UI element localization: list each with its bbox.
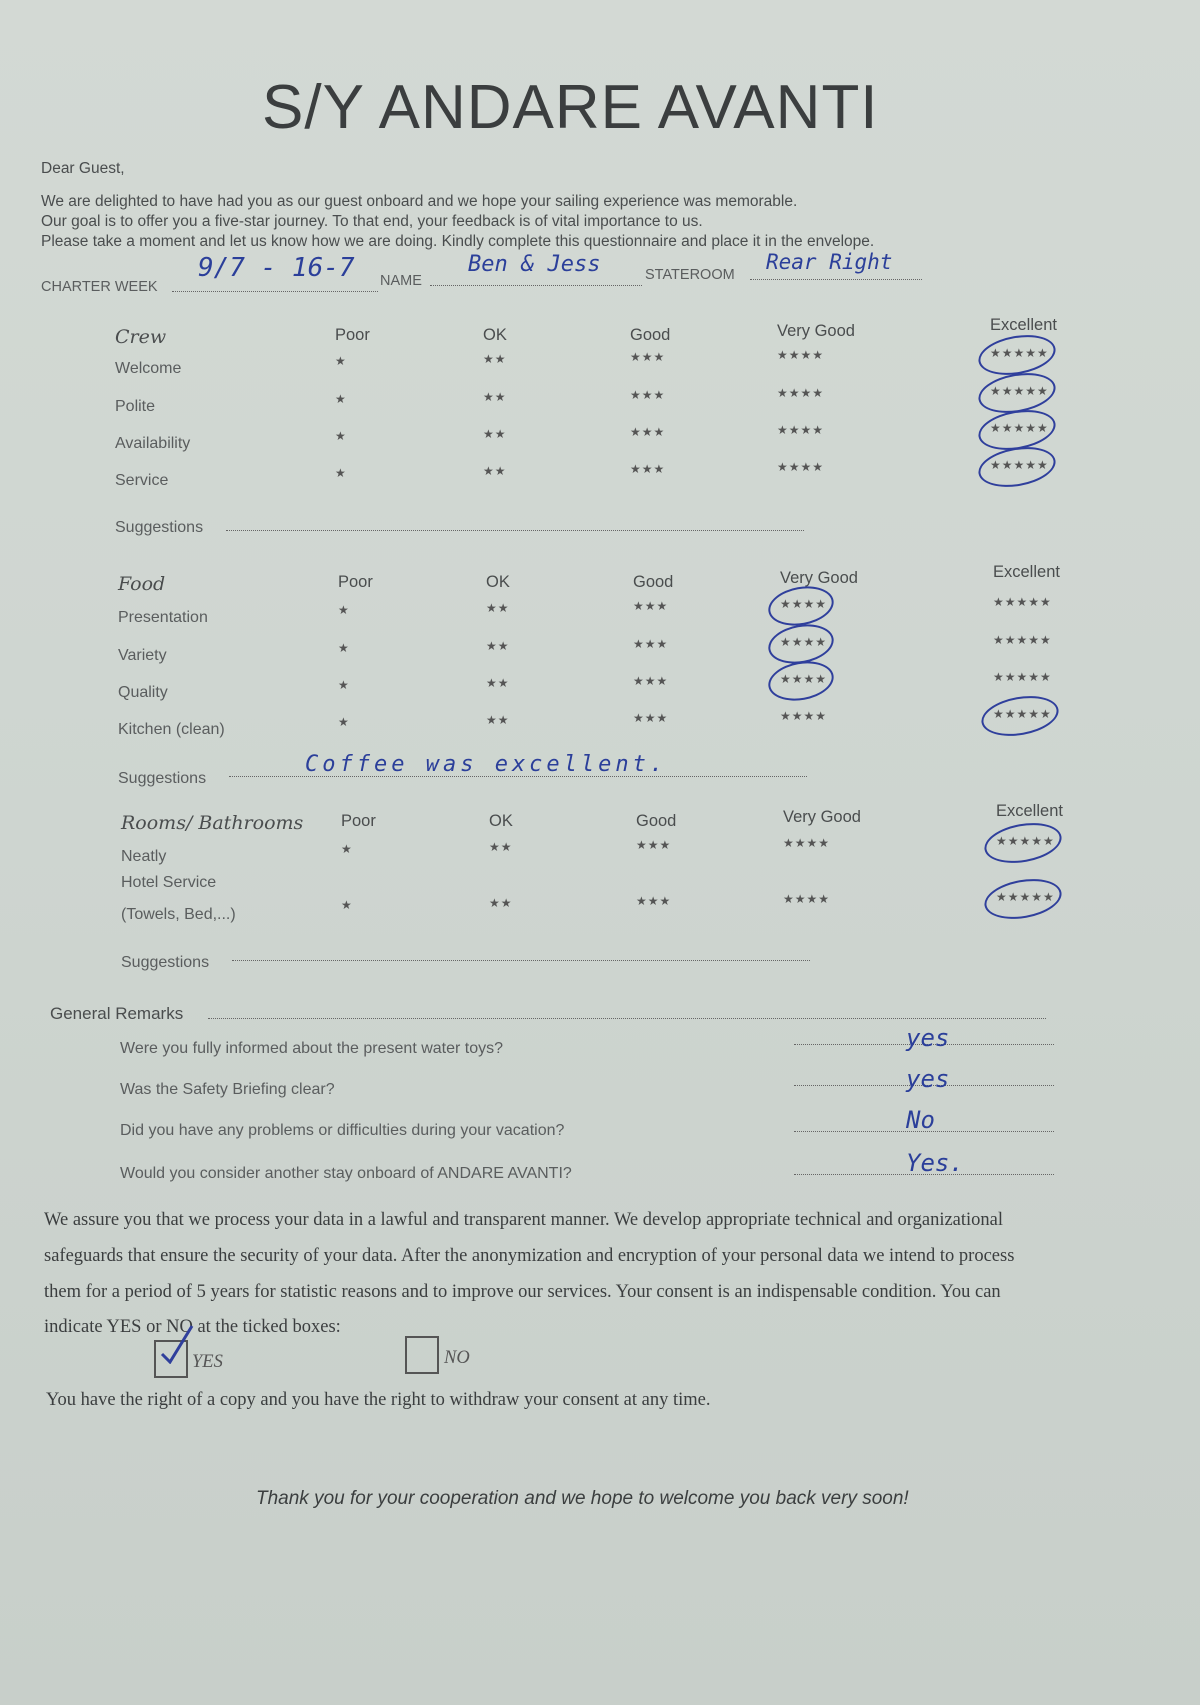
rating-option-1-star[interactable]: ★ bbox=[341, 898, 353, 912]
rating-column-header: Very Good bbox=[780, 569, 858, 587]
rating-column-header: Very Good bbox=[777, 322, 855, 340]
privacy-line-2: safeguards that ensure the security of your data. After the anonymization and encryption of your personal data we intend to process bbox=[44, 1246, 1015, 1266]
suggestions-label: Suggestions bbox=[115, 519, 204, 536]
rating-option-5-star[interactable]: ★★★★★ bbox=[993, 595, 1052, 609]
consent-no-checkbox[interactable] bbox=[405, 1336, 439, 1374]
rating-option-1-star[interactable]: ★ bbox=[335, 354, 347, 368]
remark-question: Was the Safety Briefing clear? bbox=[120, 1081, 335, 1098]
stateroom-value[interactable]: Rear Right bbox=[766, 250, 893, 274]
rating-column-header: Good bbox=[636, 812, 677, 830]
rating-column-header: Excellent bbox=[990, 316, 1057, 334]
page-title: S/Y ANDARE AVANTI bbox=[262, 73, 879, 142]
rating-option-4-star[interactable]: ★★★★ bbox=[780, 635, 828, 649]
remark-answer[interactable]: yes bbox=[906, 1065, 950, 1093]
charter-week-value[interactable]: 9/7 - 16-7 bbox=[198, 253, 355, 283]
name-line bbox=[430, 285, 642, 286]
section-heading: Rooms/ Bathrooms bbox=[121, 812, 304, 834]
suggestions-value[interactable]: Coffee was excellent. bbox=[305, 752, 668, 777]
rating-row-label: Quality bbox=[118, 684, 168, 701]
rating-row-label: Availability bbox=[115, 435, 191, 452]
rating-row-label: Neatly bbox=[121, 848, 167, 865]
remark-answer[interactable]: yes bbox=[906, 1024, 950, 1052]
rating-row-sublabel: (Towels, Bed,...) bbox=[121, 906, 236, 923]
rating-option-2-star[interactable]: ★★ bbox=[486, 713, 510, 727]
suggestions-label: Suggestions bbox=[118, 770, 207, 787]
rating-option-5-star[interactable]: ★★★★★ bbox=[990, 458, 1049, 472]
rating-option-1-star[interactable]: ★ bbox=[338, 641, 350, 655]
rating-option-4-star[interactable]: ★★★★ bbox=[780, 597, 828, 611]
rating-option-4-star[interactable]: ★★★★ bbox=[777, 348, 825, 362]
rating-column-header: Very Good bbox=[783, 808, 861, 826]
rating-option-4-star[interactable]: ★★★★ bbox=[780, 709, 828, 723]
selected-rating-circle bbox=[765, 582, 837, 631]
rating-option-5-star[interactable]: ★★★★★ bbox=[990, 346, 1049, 360]
rating-option-1-star[interactable]: ★ bbox=[341, 842, 353, 856]
rating-column-header: OK bbox=[489, 812, 513, 830]
section-heading: Food bbox=[118, 573, 166, 595]
intro-line-2: Our goal is to offer you a five-star journey. To that end, your feedback is of vital importance to us. bbox=[41, 213, 703, 230]
consent-yes-checkbox[interactable] bbox=[154, 1340, 188, 1378]
intro-line-3: Please take a moment and let us know how we are doing. Kindly complete this questionnaire and place it in the envelope. bbox=[41, 233, 875, 250]
rating-option-2-star[interactable]: ★★ bbox=[489, 840, 513, 854]
name-label: NAME bbox=[380, 273, 422, 289]
rating-row-label: Hotel Service bbox=[121, 874, 217, 891]
greeting: Dear Guest, bbox=[41, 160, 125, 177]
selected-rating-circle bbox=[975, 442, 1058, 493]
rating-option-3-star[interactable]: ★★★ bbox=[633, 711, 669, 725]
rating-option-1-star[interactable]: ★ bbox=[335, 392, 347, 406]
rating-option-1-star[interactable]: ★ bbox=[335, 466, 347, 480]
rating-option-2-star[interactable]: ★★ bbox=[483, 390, 507, 404]
rating-option-2-star[interactable]: ★★ bbox=[486, 601, 510, 615]
rating-option-5-star[interactable]: ★★★★★ bbox=[990, 384, 1049, 398]
rating-row-label: Welcome bbox=[115, 360, 182, 377]
rating-option-1-star[interactable]: ★ bbox=[338, 603, 350, 617]
rating-column-header: Excellent bbox=[993, 563, 1060, 581]
rating-option-2-star[interactable]: ★★ bbox=[483, 427, 507, 441]
rating-row-label: Kitchen (clean) bbox=[118, 721, 225, 738]
rating-option-3-star[interactable]: ★★★ bbox=[636, 838, 672, 852]
charter-week-label: CHARTER WEEK bbox=[41, 279, 158, 295]
rating-column-header: Good bbox=[630, 326, 671, 344]
charter-week-line bbox=[172, 291, 378, 292]
remark-answer[interactable]: Yes. bbox=[906, 1149, 964, 1177]
stateroom-line bbox=[750, 279, 922, 280]
rating-option-2-star[interactable]: ★★ bbox=[489, 896, 513, 910]
rating-column-header: OK bbox=[486, 573, 510, 591]
rating-option-3-star[interactable]: ★★★ bbox=[630, 462, 666, 476]
rating-row-label: Presentation bbox=[118, 609, 208, 626]
selected-rating-circle bbox=[981, 874, 1064, 925]
remark-question: Would you consider another stay onboard of ANDARE AVANTI? bbox=[120, 1165, 572, 1182]
rating-option-2-star[interactable]: ★★ bbox=[486, 676, 510, 690]
remark-question: Did you have any problems or difficulties during your vacation? bbox=[120, 1122, 565, 1139]
rating-option-5-star[interactable]: ★★★★★ bbox=[990, 421, 1049, 435]
selected-rating-circle bbox=[765, 657, 837, 706]
rating-option-5-star[interactable]: ★★★★★ bbox=[993, 670, 1052, 684]
rating-column-header: Good bbox=[633, 573, 674, 591]
rating-option-3-star[interactable]: ★★★ bbox=[630, 350, 666, 364]
rating-column-header: Poor bbox=[338, 573, 373, 591]
privacy-line-4: indicate YES or NO at the ticked boxes: bbox=[44, 1317, 341, 1337]
rating-option-5-star[interactable]: ★★★★★ bbox=[996, 890, 1055, 904]
privacy-rights: You have the right of a copy and you have the right to withdraw your consent at any time. bbox=[46, 1390, 711, 1410]
rating-column-header: Excellent bbox=[996, 802, 1063, 820]
remark-question: Were you fully informed about the present water toys? bbox=[120, 1040, 504, 1057]
privacy-line-3: them for a period of 5 years for statistic reasons and to improve our services. Your consent is an indispensable condition. You can bbox=[44, 1282, 1001, 1302]
rating-option-4-star[interactable]: ★★★★ bbox=[777, 386, 825, 400]
rating-option-3-star[interactable]: ★★★ bbox=[630, 388, 666, 402]
rating-option-1-star[interactable]: ★ bbox=[338, 678, 350, 692]
rating-row-label: Variety bbox=[118, 647, 167, 664]
rating-option-3-star[interactable]: ★★★ bbox=[633, 637, 669, 651]
selected-rating-circle bbox=[981, 818, 1064, 869]
rating-option-3-star[interactable]: ★★★ bbox=[630, 425, 666, 439]
intro-line-1: We are delighted to have had you as our guest onboard and we hope your sailing experience was memorable. bbox=[41, 193, 798, 210]
general-remarks-line bbox=[208, 1018, 1046, 1019]
stateroom-label: STATEROOM bbox=[645, 267, 735, 283]
rating-option-4-star[interactable]: ★★★★ bbox=[777, 423, 825, 437]
suggestions-line bbox=[232, 960, 810, 961]
suggestions-line bbox=[226, 530, 804, 531]
section-heading: Crew bbox=[115, 326, 167, 348]
rating-option-5-star[interactable]: ★★★★★ bbox=[993, 707, 1052, 721]
rating-option-1-star[interactable]: ★ bbox=[338, 715, 350, 729]
rating-option-4-star[interactable]: ★★★★ bbox=[777, 460, 825, 474]
suggestions-label: Suggestions bbox=[121, 954, 210, 971]
rating-option-5-star[interactable]: ★★★★★ bbox=[993, 633, 1052, 647]
consent-yes-label: YES bbox=[192, 1352, 223, 1372]
rating-option-1-star[interactable]: ★ bbox=[335, 429, 347, 443]
rating-row-label: Service bbox=[115, 472, 169, 489]
rating-option-3-star[interactable]: ★★★ bbox=[633, 674, 669, 688]
rating-option-4-star[interactable]: ★★★★ bbox=[780, 672, 828, 686]
rating-column-header: Poor bbox=[341, 812, 376, 830]
rating-option-2-star[interactable]: ★★ bbox=[483, 464, 507, 478]
rating-option-2-star[interactable]: ★★ bbox=[486, 639, 510, 653]
closing-message: Thank you for your cooperation and we hope to welcome you back very soon! bbox=[256, 1488, 909, 1509]
general-remarks-label: General Remarks bbox=[50, 1004, 184, 1023]
consent-no-label: NO bbox=[444, 1348, 470, 1368]
rating-option-3-star[interactable]: ★★★ bbox=[633, 599, 669, 613]
name-value[interactable]: Ben & Jess bbox=[468, 252, 601, 277]
rating-row-label: Polite bbox=[115, 398, 156, 415]
rating-option-4-star[interactable]: ★★★★ bbox=[783, 836, 831, 850]
rating-option-5-star[interactable]: ★★★★★ bbox=[996, 834, 1055, 848]
selected-rating-circle bbox=[978, 691, 1061, 742]
rating-option-4-star[interactable]: ★★★★ bbox=[783, 892, 831, 906]
rating-option-3-star[interactable]: ★★★ bbox=[636, 894, 672, 908]
privacy-line-1: We assure you that we process your data in a lawful and transparent manner. We develop appropriate technical and organizational bbox=[44, 1210, 1004, 1230]
remark-answer[interactable]: No bbox=[906, 1106, 935, 1134]
rating-column-header: Poor bbox=[335, 326, 370, 344]
rating-option-2-star[interactable]: ★★ bbox=[483, 352, 507, 366]
rating-column-header: OK bbox=[483, 326, 507, 344]
